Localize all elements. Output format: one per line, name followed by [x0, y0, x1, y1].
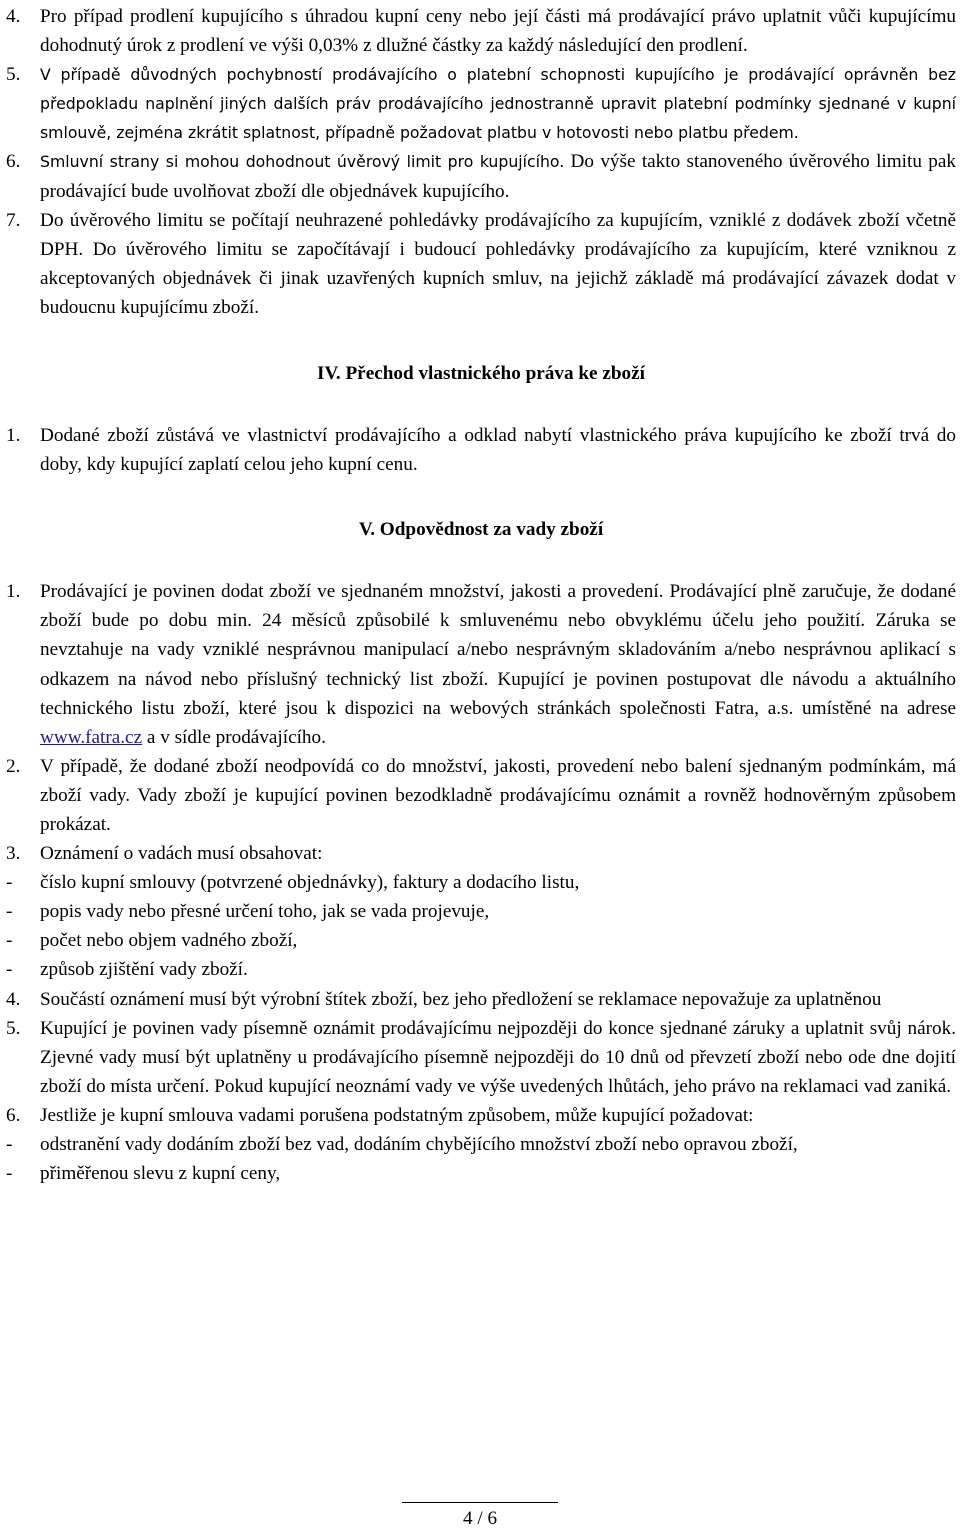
dash-marker: -	[6, 930, 13, 952]
item-text	[40, 147, 956, 205]
dash-item	[6, 926, 956, 955]
item-text: Do úvěrového limitu se počítají neuhrazené pohledávky prodávajícího za kupujícím, vzniklé z dodávek zboží včetně DPH. Do úvěrového limitu se započítávají i budoucí pohledávky prodávajícího za kupujícím, které vzniknou z akceptovaných objednávek či jinak uzavřených kupních smluv, na jejichž základě má prodávající závazek dodat v budoucnu kupujícímu zboží.	[40, 209, 956, 318]
dash-text: způsob zjištění vady zboží.	[40, 959, 248, 981]
dash-item	[6, 868, 956, 897]
section-heading: IV. Přechod vlastnického práva ke zboží	[317, 363, 645, 385]
item-text: Kupující je povinen vady písemně oznámit prodávajícímu nejpozději do konce sjednané záruky a uplatnit svůj nárok. Zjevné vady musí být uplatněny u prodávajícího písemně nejpozději do 10 dnů od převzetí zboží nebo ode dne dojití zboží do místa určení. Pokud kupující neoznámí vady ve výše uvedených lhůtách, jeho právo na reklamaci vad zaniká.	[40, 1017, 956, 1097]
list-item	[6, 1101, 956, 1130]
item-text: Pro případ prodlení kupujícího s úhradou kupní ceny nebo její části má prodávající právo uplatnit vůči kupujícímu dohodnutý úrok z prodlení ve výši 0,03% z dlužné částky za každý následující den prodlení.	[40, 6, 956, 57]
item-number: 6.	[6, 1104, 21, 1126]
item-text-part: Smluvní strany si mohou dohodnout úvěrový limit pro kupujícího.	[40, 152, 565, 172]
dash-text: počet nebo objem vadného zboží,	[40, 930, 298, 952]
item-number: 5.	[6, 64, 21, 86]
list-item	[6, 206, 956, 322]
item-text: V případě důvodných pochybností prodávajícího o platební schopnosti kupujícího je prodávající oprávněn bez předpokladu naplnění jiných dalších práv prodávajícího jednostranně upravit platební podmínky sjednané v kupní smlouvě, zejména zkrátit splatnost, případně požadovat platbu v hotovosti nebo platbu předem.	[40, 65, 956, 143]
dash-marker: -	[6, 1163, 13, 1185]
list-item	[6, 147, 956, 205]
dash-text: odstranění vady dodáním zboží bez vad, dodáním chybějícího množství zboží nebo opravou zboží,	[40, 1134, 798, 1155]
list-item	[6, 839, 956, 868]
dash-item	[6, 897, 956, 926]
item-number: 1.	[6, 581, 21, 603]
footer-rule	[402, 1502, 558, 1503]
fatra-link[interactable]: www.fatra.cz	[40, 726, 143, 748]
list-item	[6, 60, 956, 147]
item-text-part: a v sídle prodávajícího.	[142, 726, 326, 748]
item-text: Součástí oznámení musí být výrobní štítek zboží, bez jeho předložení se reklamace nepovažuje za uplatněnou	[40, 988, 882, 1010]
list-item	[6, 2, 956, 60]
dash-item	[6, 1159, 956, 1188]
item-text-part: Prodávající je povinen dodat zboží ve sjednaném množství, jakosti a provedení. Prodávající plně zaručuje, že dodané zboží bude po dobu min. 24 měsíců způsobilé k smluvenému nebo obvyklému účelu jeho použití. Záruka se nevztahuje na vady vzniklé nesprávnou manipulací a/nebo nesprávným skladováním a/nebo nesprávnou aplikací s odkazem na návod nebo příslušný technický list zboží. Kupující je povinen postupovat dle návodu a aktuálního technického listu zboží, které jsou k dispozici na webových stránkách společnosti Fatra, a.s. umístěné na adrese	[40, 581, 956, 719]
dash-text: číslo kupní smlouvy (potvrzené objednávky), faktury a dodacího listu,	[40, 872, 580, 894]
item-text	[40, 577, 956, 752]
list-item	[6, 752, 956, 839]
item-number: 1.	[6, 425, 21, 447]
document-body	[6, 2, 956, 1188]
item-number: 6.	[6, 151, 21, 173]
dash-marker: -	[6, 872, 13, 894]
dash-marker: -	[6, 959, 13, 981]
item-text: Jestliže je kupní smlouva vadami porušena podstatným způsobem, může kupující požadovat:	[40, 1104, 754, 1126]
item-number: 3.	[6, 843, 21, 865]
dash-marker: -	[6, 1134, 13, 1155]
list-item	[6, 421, 956, 479]
section-heading: V. Odpovědnost za vady zboží	[358, 519, 604, 541]
list-item	[6, 577, 956, 752]
item-text: Oznámení o vadách musí obsahovat:	[40, 843, 323, 865]
dash-text: popis vady nebo přesné určení toho, jak se vada projevuje,	[40, 901, 490, 923]
dash-text: přiměřenou slevu z kupní ceny,	[40, 1163, 281, 1185]
dash-marker: -	[6, 901, 13, 923]
list-item	[6, 1014, 956, 1101]
dash-item	[6, 955, 956, 984]
page-number: 4 / 6	[462, 1508, 498, 1529]
list-item	[6, 985, 956, 1014]
item-number: 5.	[6, 1017, 21, 1039]
item-text: Dodané zboží zůstává ve vlastnictví prodávajícího a odklad nabytí vlastnického práva kupujícího ke zboží trvá do doby, kdy kupující zaplatí celou jeho kupní cenu.	[40, 425, 956, 476]
item-number: 7.	[6, 209, 21, 231]
item-number: 4.	[6, 988, 21, 1010]
item-number: 2.	[6, 755, 21, 777]
item-text: V případě, že dodané zboží neodpovídá co do množství, jakosti, provedení nebo balení sjednaným podmínkám, má zboží vady. Vady zboží je kupující povinen bezodkladně prodávajícímu oznámit a rovněž hodnověrným způsobem prokázat.	[40, 755, 956, 835]
item-number: 4.	[6, 6, 21, 27]
dash-item	[6, 1130, 956, 1159]
item-text-part: Do výše takto stanoveného úvěrového limitu pak prodávající bude uvolňovat zboží dle objednávek kupujícího.	[40, 151, 956, 202]
